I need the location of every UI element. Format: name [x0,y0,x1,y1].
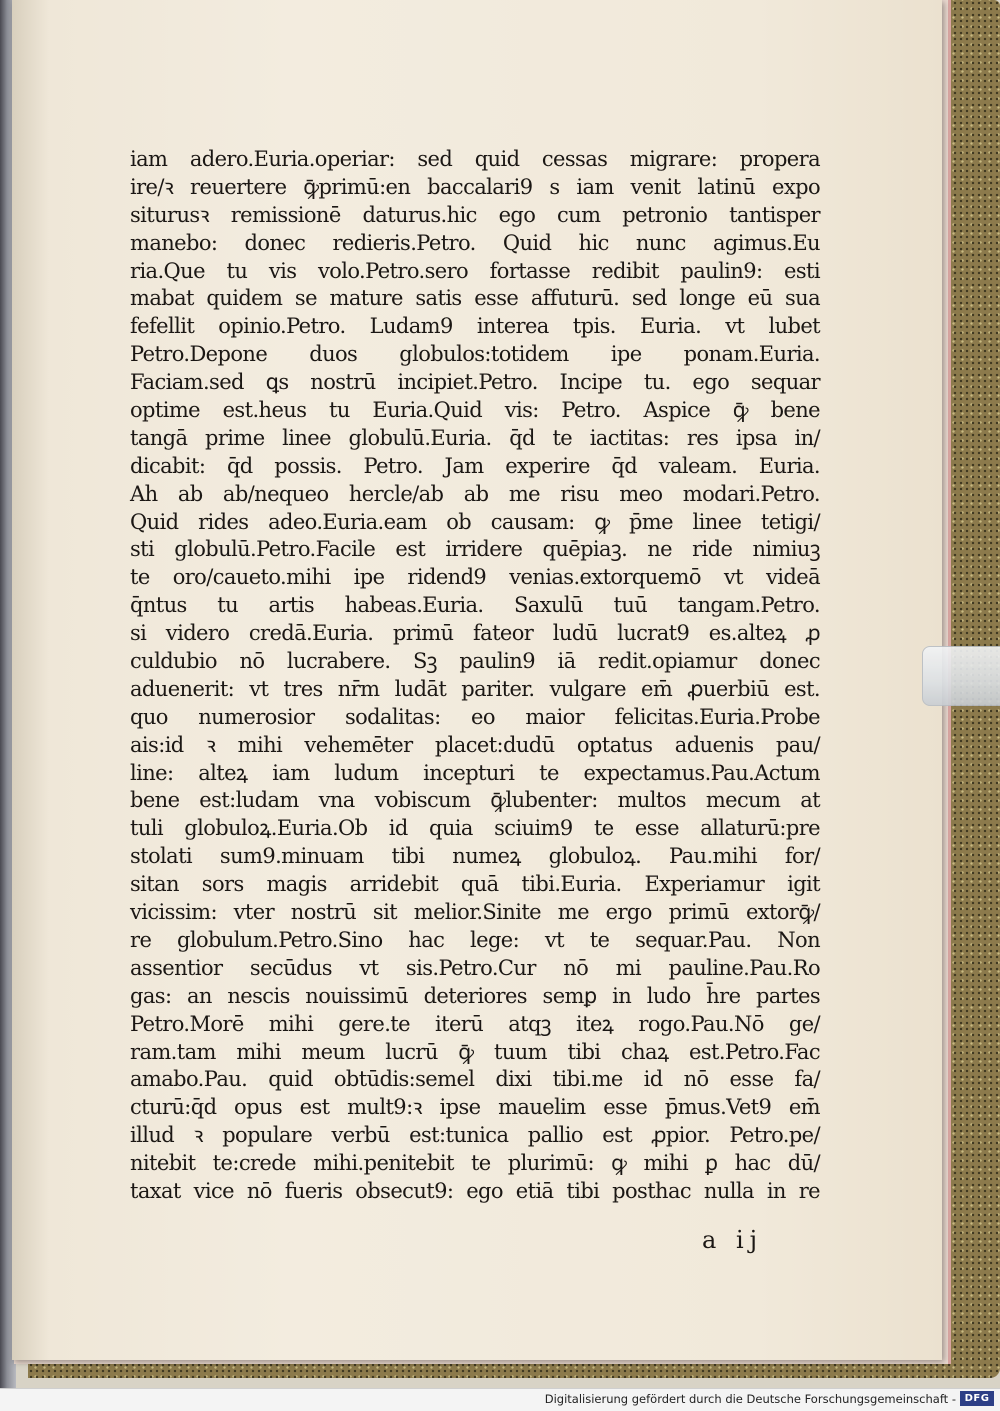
text-line: siturusꝛ remissionē daturus.hic ego cum petronio tantisper [130,202,820,227]
text-line: nitebit te:crede mihi.penitebit te plurimū: ꝙ mihi ꝑ hac dū/ [130,1151,820,1176]
dfg-logo: DFG [960,1391,994,1406]
text-line: cturū:q̄d opus est mult9:ꝛ ipse mauelim esse p̄mus.Vet9 em̄ [130,1095,820,1120]
text-line: aduenerit: vt tres nr̄m ludāt pariter. vulgare em̄ ꝓuerbiū est. [130,676,820,701]
text-line: re globulum.Petro.Sino hac lege: vt te sequar.Pau. Non [130,927,820,952]
text-line: Petro.Depone duos globulos:totidem ipe ponam.Euria. [130,342,820,367]
page-marker-tab [922,646,1000,706]
text-line: Ah ab ab/nequeo hercle/ab ab me risu meo modari.Petro. [130,481,820,506]
text-line: si videro credā.Euria. primū fateor ludū lucrat9 es.alteꝝ ꝓ [130,621,820,646]
text-line: ria.Que tu vis volo.Petro.sero fortasse redibit paulin9: esti [130,258,820,283]
text-line: line: alteꝝ iam ludum incepturi te expectamus.Pau.Actum [130,760,820,785]
text-line: fefellit opinio.Petro. Ludam9 interea tpis. Euria. vt lubet [130,314,820,339]
text-line: illud ꝛ populare verbū est:tunica pallio est ꝓpior. Petro.pe/ [130,1123,820,1148]
text-line: iam adero.Euria.operiar: sed quid cessas migrare: propera [130,147,820,171]
text-line: sti globulū.Petro.Facile est irridere quēpiaꝫ. ne ride nimiuꝫ [130,537,820,562]
text-line: ire/ꝛ reuertere ꝙ̄primū:en baccalari9 s iam venit latinū expo [130,174,820,199]
funding-credit: Digitalisierung gefördert durch die Deutsche Forschungsgemeinschaft - [544,1392,956,1406]
text-line: stolati sum9.minuam tibi numeꝝ globuloꝝ. Pau.mihi for/ [130,844,820,869]
text-line: sitan sors magis arridebit quā tibi.Euria. Experiamur igit [130,872,820,897]
text-line: manebo: donec redieris.Petro. Quid hic nunc agimus.Eu [130,230,820,255]
text-line: amabo.Pau. quid obtūdis:semel dixi tibi.me id nō esse fa/ [130,1067,820,1092]
text-line: dicabit: q̄d possis. Petro. Jam experire q̄d valeam. Euria. [130,453,820,478]
text-line: vicissim: vter nostrū sit melior.Sinite me ergo primū extorꝙ̄/ [130,900,820,925]
text-line: te oro/caueto.mihi ipe ridend9 venias.extorquemō vt videā [130,565,820,590]
signature-mark: a ij [702,1226,764,1254]
text-line: q̄ntus tu artis habeas.Euria. Saxulū tuū tangam.Petro. [130,593,820,618]
text-line: culdubio nō lucrabere. Sꝫ paulin9 iā redit.opiamur donec [130,649,820,674]
text-line: mabat quidem se mature satis esse affuturū. sed longe eū sua [130,286,820,311]
page-text-block [130,146,820,1206]
text-line: Quid rides adeo.Euria.eam ob causam: ꝙ p̄me linee tetigi/ [130,509,820,534]
text-line: tuli globuloꝝ.Euria.Ob id quia sciuim9 te esse allaturū:pre [130,816,820,841]
text-line: bene est:ludam vna vobiscum ꝙ̄lubenter: multos mecum at [130,788,820,813]
text-line: quo numerosior sodalitas: eo maior felicitas.Euria.Probe [130,704,820,729]
text-line: Petro.Morē mihi gere.te iterū atqꝫ iteꝝ rogo.Pau.Nō ge/ [130,1011,820,1036]
text-line: ais:id ꝛ mihi vehemēter placet:dudū optatus aduenis pau/ [130,732,820,757]
text-line: gas: an nescis nouissimū deteriores semꝑ in ludo h̄re partes [130,983,820,1008]
text-line: ram.tam mihi meum lucrū ꝙ̄ tuum tibi chaꝝ est.Petro.Fac [130,1039,820,1064]
text-line: assentior secūdus vt sis.Petro.Cur nō mi pauline.Pau.Ro [130,955,820,980]
text-line: optime est.heus tu Euria.Quid vis: Petro. Aspice ꝙ̄ bene [130,398,820,423]
book-page [12,0,942,1360]
text-line: tangā prime linee globulū.Euria. q̄d te iactitas: res ipsa in/ [130,425,820,450]
text-line: Faciam.sed ꝗs nostrū incipiet.Petro. Incipe tu. ego sequar [130,370,820,395]
text-line: taxat vice nō fueris obsecut9: ego etiā tibi posthac nulla in re [130,1178,820,1203]
